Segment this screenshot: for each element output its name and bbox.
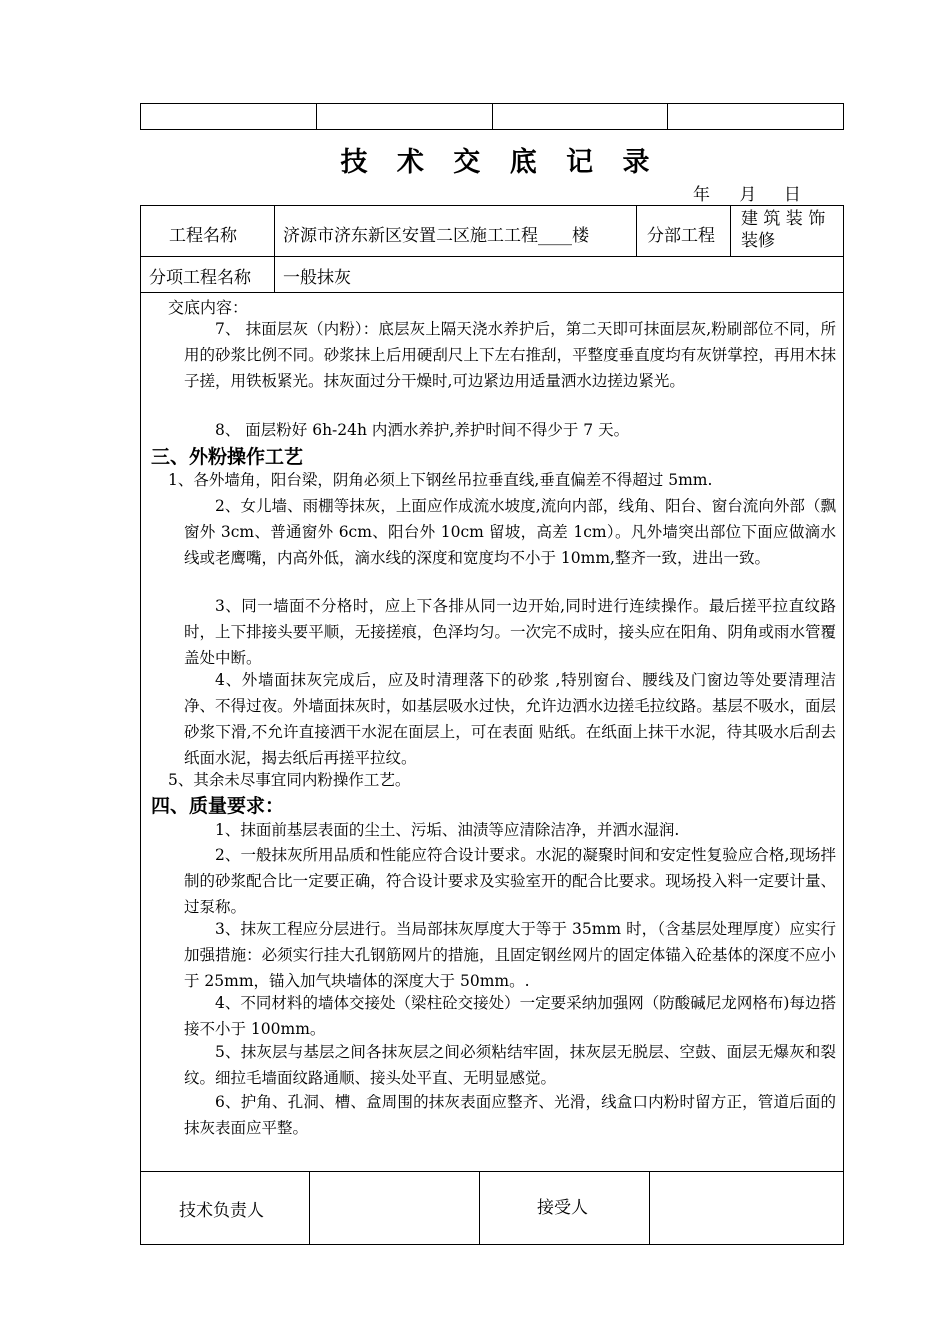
- divider: [274, 206, 275, 256]
- item-7: 7、 抹面层灰（内粉）：底层灰上隔天浇水养护后，第二天即可抹面层灰,粉刷部位不同，所用的砂浆比例不同。砂浆抹上后用硬刮尺上下左右推刮，平整度垂直度均有灰饼掌控，再用木抹子搓，用铁板紧光。抹灰面过分干燥时,可边紧边用适量洒水边搓边紧光。: [184, 320, 836, 390]
- top-table-cell: [493, 104, 669, 129]
- date-line: [693, 180, 801, 205]
- divider: [636, 206, 637, 256]
- section-4-item-2: 2、一般抹灰所用品质和性能应符合设计要求。水泥的凝聚时间和安定性复验应合格,现场拌制的砂浆配合比一定要正确，符合设计要求及实验室开的配合比要求。现场投入料一定要计量、过泵称。: [184, 846, 836, 916]
- section-3-item-3: 3、同一墙面不分格时，应上下各排从同一边开始,同时进行连续操作。最后搓平拉直纹路时，上下排接头要平顺，无接搓痕，色泽均匀。一次完不成时，接头应在阳角、阴角或雨水管覆盖处中断。: [184, 597, 836, 667]
- intro-label: 交底内容：: [168, 298, 249, 317]
- divider: [479, 1172, 480, 1245]
- divider: [309, 1172, 310, 1245]
- section-4-item-3: 3、抹灰工程应分层进行。当局部抹灰厚度大于等于 35mm 时，（含基层处理厚度）应实行加强措施：必须实行挂大孔钢筋网片的措施，且固定钢丝网片的固定体锚入砼基体的深度不应小于 25mm，锚入加气块墙体的深度大于 50mm。.: [184, 920, 836, 990]
- item-8: 8、 面层粉好 6h-24h 内洒水养护,养护时间不得少于 7 天。: [215, 421, 630, 439]
- section-3-item-4: 4、外墙面抹灰完成后，应及时清理落下的砂浆 ,特别窗台、腰线及门窗边等处要清理洁净、不得过夜。外墙面抹灰时，如基层吸水过快，允许边洒水边搓毛拉纹路。基层不吸水，面层砂浆下滑,不允许直接洒干水泥在面层上，可在表面 贴纸。在纸面上抹干水泥，待其吸水后刮去纸面水泥，揭去纸后再搓平拉纹。: [184, 671, 836, 767]
- date-day: 日: [783, 185, 801, 205]
- date-month: 月: [739, 185, 757, 205]
- project-label: 工程名称: [169, 226, 237, 246]
- tech-lead-label: 技术负责人: [179, 1201, 264, 1221]
- divider: [649, 1172, 650, 1245]
- subitem-row: [141, 256, 843, 293]
- section-3-item-2: 2、女儿墙、雨棚等抹灰，上面应作成流水坡度,流向内部，线角、阳台、窗台流向外部（飘窗外 3cm、普通窗外 6cm、阳台外 10cm 留坡，高差 1cm）。凡外墙突出部位下面应做滴水线或老鹰嘴，内高外低，滴水线的深度和宽度均不小于 10mm,整齐一致，进出一致。: [184, 497, 836, 567]
- project-value: 济源市济东新区安置二区施工工程____楼: [283, 226, 589, 246]
- section-3-item-1: 1、各外墙角，阳台梁，阴角必须上下钢丝吊拉垂直线,垂直偏差不得超过 5mm.: [168, 471, 713, 489]
- division-value: [741, 208, 825, 252]
- divider: [730, 206, 731, 256]
- top-empty-table: [140, 103, 844, 130]
- section-4-item-4: 4、不同材料的墙体交接处（梁柱砼交接处）一定要采纳加强网（防酸碱尼龙网格布)每边搭接不小于 100mm。: [184, 994, 836, 1038]
- subitem-label: 分项工程名称: [149, 268, 251, 288]
- division-value-line2: 装修: [741, 231, 775, 251]
- record-table: [140, 205, 844, 1245]
- document-title: 技 术 交 底 记 录: [340, 147, 660, 178]
- top-table-cell: [668, 104, 843, 129]
- divider: [274, 256, 275, 292]
- subitem-value: 一般抹灰: [283, 268, 351, 288]
- top-table-cell: [317, 104, 493, 129]
- receiver-label: 接受人: [537, 1198, 588, 1218]
- section-3-item-5: 5、其余未尽事宜同内粉操作工艺。: [168, 771, 411, 789]
- section-4-item-5: 5、抹灰层与基层之间各抹灰层之间必须粘结牢固，抹灰层无脱层、空鼓、面层无爆灰和裂纹。细拉毛墙面纹路通顺、接头处平直、无明显感觉。: [184, 1043, 836, 1087]
- section-4-item-6: 6、护角、孔洞、槽、盒周围的抹灰表面应整齐、光滑，线盒口内粉时留方正，管道后面的抹灰表面应平整。: [184, 1093, 836, 1137]
- signature-row: [141, 1171, 843, 1245]
- project-row: [141, 206, 843, 257]
- division-value-line1: 建 筑 装 饰: [741, 209, 826, 229]
- section-4-title: 四、质量要求：: [151, 795, 285, 817]
- top-table-cell: [141, 104, 317, 129]
- division-label: 分部工程: [647, 226, 715, 246]
- section-4-item-1: 1、抹面前基层表面的尘土、污垢、油渍等应清除洁净，并洒水湿润.: [215, 821, 680, 839]
- date-year: 年: [693, 185, 710, 205]
- section-3-title: 三、外粉操作工艺: [151, 446, 304, 468]
